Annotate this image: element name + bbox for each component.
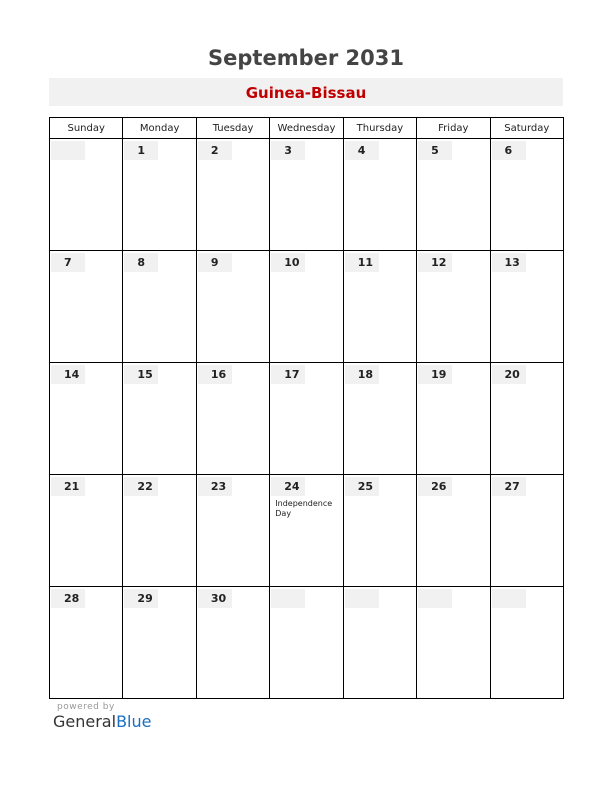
brand-blue-text: Blue: [116, 712, 152, 731]
day-cell[interactable]: [417, 363, 490, 475]
day-cell[interactable]: [270, 475, 343, 587]
weekday-header-row: [50, 118, 564, 139]
day-number: 16: [198, 365, 232, 384]
day-cell[interactable]: [123, 587, 196, 699]
day-number: 18: [345, 365, 379, 384]
day-cell[interactable]: [343, 587, 416, 699]
weekday-header: Friday: [417, 118, 490, 139]
day-cell[interactable]: [50, 139, 123, 251]
day-cell[interactable]: [417, 475, 490, 587]
day-number: 14: [51, 365, 85, 384]
day-number: 21: [51, 477, 85, 496]
day-number: 8: [124, 253, 158, 272]
day-cell[interactable]: [490, 475, 563, 587]
day-number: 6: [492, 141, 526, 160]
day-cell[interactable]: [196, 475, 269, 587]
day-cell[interactable]: [270, 587, 343, 699]
day-cell[interactable]: [343, 139, 416, 251]
day-number: 27: [492, 477, 526, 496]
weekday-header: Saturday: [490, 118, 563, 139]
day-number: 15: [124, 365, 158, 384]
week-row: [50, 587, 564, 699]
day-number: 13: [492, 253, 526, 272]
day-number: [418, 589, 452, 608]
day-number: 26: [418, 477, 452, 496]
day-number: 5: [418, 141, 452, 160]
day-number: 17: [271, 365, 305, 384]
brand-logo[interactable]: [53, 712, 151, 731]
day-number: 9: [198, 253, 232, 272]
day-cell[interactable]: [490, 363, 563, 475]
day-number: 28: [51, 589, 85, 608]
day-number: 29: [124, 589, 158, 608]
day-cell[interactable]: [490, 587, 563, 699]
day-cell[interactable]: [343, 475, 416, 587]
day-number: [345, 589, 379, 608]
week-row: [50, 475, 564, 587]
day-number: 22: [124, 477, 158, 496]
weekday-header: Sunday: [50, 118, 123, 139]
day-cell[interactable]: [417, 587, 490, 699]
day-number: 24: [271, 477, 305, 496]
day-number: 19: [418, 365, 452, 384]
day-cell[interactable]: [123, 139, 196, 251]
day-cell[interactable]: [417, 251, 490, 363]
day-cell[interactable]: [417, 139, 490, 251]
day-number: 3: [271, 141, 305, 160]
day-cell[interactable]: [50, 587, 123, 699]
day-number: [271, 589, 305, 608]
holiday-label: Independence Day: [275, 499, 333, 518]
day-cell[interactable]: [343, 363, 416, 475]
day-cell[interactable]: [343, 251, 416, 363]
country-name: Guinea-Bissau: [245, 84, 367, 102]
weekday-header: Tuesday: [196, 118, 269, 139]
day-cell[interactable]: [270, 363, 343, 475]
day-number: 11: [345, 253, 379, 272]
day-number: 20: [492, 365, 526, 384]
day-cell[interactable]: [196, 363, 269, 475]
powered-by-text: powered by: [57, 702, 115, 712]
day-number: 7: [51, 253, 85, 272]
day-cell[interactable]: [123, 475, 196, 587]
day-cell[interactable]: [270, 139, 343, 251]
week-row: [50, 363, 564, 475]
week-row: [50, 139, 564, 251]
day-number: 4: [345, 141, 379, 160]
day-cell[interactable]: [123, 363, 196, 475]
day-number: 12: [418, 253, 452, 272]
day-cell[interactable]: [50, 363, 123, 475]
day-cell[interactable]: [490, 139, 563, 251]
day-number: [492, 589, 526, 608]
weekday-header: Wednesday: [270, 118, 343, 139]
day-cell[interactable]: [196, 251, 269, 363]
day-cell[interactable]: [123, 251, 196, 363]
day-cell[interactable]: [196, 139, 269, 251]
calendar-grid: [49, 117, 564, 699]
page-title: September 2031: [208, 46, 404, 70]
day-cell[interactable]: [50, 475, 123, 587]
day-number: 1: [124, 141, 158, 160]
day-cell[interactable]: [490, 251, 563, 363]
day-number: [51, 141, 85, 160]
day-number: 10: [271, 253, 305, 272]
week-row: [50, 251, 564, 363]
day-cell[interactable]: [196, 587, 269, 699]
day-number: 23: [198, 477, 232, 496]
weekday-header: Monday: [123, 118, 196, 139]
day-number: 2: [198, 141, 232, 160]
brand-general-text: General: [53, 712, 117, 731]
weekday-header: Thursday: [343, 118, 416, 139]
day-number: 25: [345, 477, 379, 496]
day-cell[interactable]: [270, 251, 343, 363]
day-cell[interactable]: [50, 251, 123, 363]
day-number: 30: [198, 589, 232, 608]
